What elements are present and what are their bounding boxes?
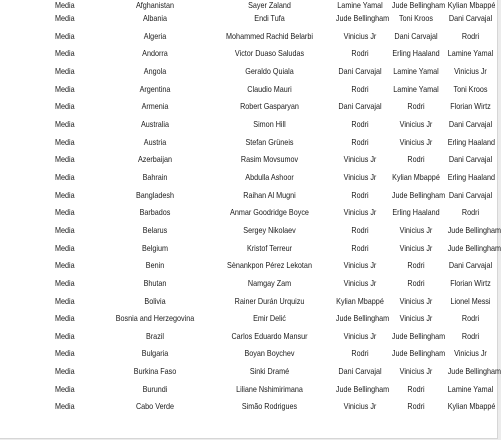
table-row [0,63,497,81]
third-place-cell[interactable]: Erling Haaland [447,136,495,147]
journalist-cell[interactable]: Rainer Durán Urquizu [234,295,305,306]
first-place-cell[interactable]: Rodri [351,224,369,235]
country-cell[interactable]: Andorra [142,48,168,59]
first-place-cell[interactable]: Lamine Yamal [337,0,383,10]
journalist-cell[interactable]: Mohammed Rachid Belarbi [226,30,313,41]
third-place-cell[interactable]: Lamine Yamal [447,48,494,59]
journalist-cell[interactable]: Anmar Goodridge Boyce [230,207,309,218]
third-place-cell[interactable]: Dani Carvajal [448,189,493,200]
category-cell[interactable]: Media [55,30,75,41]
second-place-cell[interactable]: Vinicius Jr [399,136,433,147]
third-place-cell[interactable]: Rodri [461,30,480,41]
second-place-cell[interactable]: Jude Bellingham [391,330,446,341]
journalist-cell[interactable]: Claudio Mauri [247,83,292,94]
journalist-cell[interactable]: Kristof Terreur [246,242,293,253]
category-cell[interactable]: Media [55,401,75,412]
first-place-cell[interactable]: Vinicius Jr [343,154,377,165]
second-place-cell[interactable]: Vinicius Jr [399,366,433,377]
journalist-cell[interactable]: Victor Duaso Saludas [234,48,305,59]
category-cell[interactable]: Media [55,0,75,10]
second-place-cell[interactable]: Rodri [407,401,425,412]
country-cell[interactable]: Azerbaijan [137,154,173,165]
second-place-cell[interactable]: Rodri [407,383,425,394]
category-cell[interactable]: Media [55,295,75,306]
table-row [0,28,497,46]
second-place-cell[interactable]: Rodri [407,154,425,165]
country-cell[interactable]: Burkina Faso [133,366,177,377]
journalist-cell[interactable]: Sènankpon Pérez Lekotan [227,260,312,271]
table-row [0,0,497,10]
first-place-cell[interactable]: Rodri [351,83,369,94]
first-place-cell[interactable]: Vinicius Jr [343,30,377,41]
journalist-cell[interactable]: Raihan Al Mugni [243,189,296,200]
country-cell[interactable]: Bolivia [144,295,166,306]
third-place-cell[interactable]: Kylian Mbappé [447,0,496,10]
third-place-cell[interactable]: Florian Wirtz [450,277,491,288]
third-place-cell[interactable]: Rodri [461,207,480,218]
third-place-cell[interactable]: Vinicius Jr [454,65,487,76]
category-cell[interactable]: Media [55,136,75,147]
first-place-cell[interactable]: Vinicius Jr [343,207,377,218]
country-cell[interactable]: Bosnia and Herzegovina [115,313,195,324]
journalist-cell[interactable]: Robert Gasparyan [240,101,299,112]
table-row [0,345,497,363]
third-place-cell[interactable]: Rodri [461,313,480,324]
first-place-cell[interactable]: Rodri [351,189,369,200]
table-row [0,381,497,399]
journalist-cell[interactable]: Endi Tufa [254,13,285,23]
table-row [0,134,497,152]
country-cell[interactable]: Algeria [143,30,167,41]
second-place-cell[interactable]: Lamine Yamal [393,83,439,94]
country-cell[interactable]: Burundi [142,383,168,394]
category-cell[interactable]: Media [55,383,75,394]
category-cell[interactable]: Media [55,13,75,23]
category-cell[interactable]: Media [55,154,75,165]
first-place-cell[interactable]: Vinicius Jr [343,401,377,412]
country-cell[interactable]: Barbados [139,207,171,218]
journalist-cell[interactable]: Simão Rodrigues [241,401,298,412]
second-place-cell[interactable]: Vinicius Jr [399,295,433,306]
first-place-cell[interactable]: Jude Bellingham [335,313,390,324]
third-place-cell[interactable]: Jude Bellingham [447,224,501,235]
category-cell[interactable]: Media [55,171,75,182]
table-row [0,10,497,28]
table-row [0,293,497,311]
first-place-cell[interactable]: Kylian Mbappé [336,295,384,306]
third-place-cell[interactable]: Toni Kroos [453,83,488,94]
second-place-cell[interactable]: Vinicius Jr [399,118,433,129]
second-place-cell[interactable]: Dani Carvajal [394,30,438,41]
table-row [0,169,497,187]
country-cell[interactable]: Australia [140,118,170,129]
table-row [0,222,497,240]
first-place-cell[interactable]: Vinicius Jr [343,171,377,182]
country-cell[interactable]: Bangladesh [135,189,175,200]
third-place-cell[interactable]: Florian Wirtz [450,101,491,112]
category-cell[interactable]: Media [55,48,75,59]
country-cell[interactable]: Belgium [141,242,169,253]
category-cell[interactable]: Media [55,330,75,341]
second-place-cell[interactable]: Kylian Mbappé [392,171,440,182]
journalist-cell[interactable]: Simon Hill [253,118,286,129]
journalist-cell[interactable]: Stefan Grüneis [245,136,294,147]
third-place-cell[interactable]: Jude Bellingham [447,366,501,377]
category-cell[interactable]: Media [55,118,75,129]
category-cell[interactable]: Media [55,224,75,235]
third-place-cell[interactable]: Lionel Messi [450,295,491,306]
category-cell[interactable]: Media [55,348,75,359]
table-row [0,310,497,328]
second-place-cell[interactable]: Lamine Yamal [393,65,439,76]
category-cell[interactable]: Media [55,313,75,324]
journalist-cell[interactable]: Geraldo Quiala [245,65,294,76]
second-place-cell[interactable]: Rodri [407,101,425,112]
table-row [0,187,497,205]
journalist-cell[interactable]: Boyan Boychev [244,348,295,359]
second-place-cell[interactable]: Jude Bellingham [391,348,446,359]
second-place-cell[interactable]: Vinicius Jr [399,242,433,253]
third-place-cell[interactable]: Dani Carvajal [448,260,493,271]
table-row [0,363,497,381]
country-cell[interactable]: Bhutan [143,277,167,288]
second-place-cell[interactable]: Rodri [407,277,425,288]
category-cell[interactable]: Media [55,101,75,112]
country-cell[interactable]: Bulgaria [141,348,169,359]
second-place-cell[interactable]: Erling Haaland [392,48,440,59]
table-row [0,151,497,169]
journalist-cell[interactable]: Carlos Eduardo Mansur [231,330,308,341]
third-place-cell[interactable]: Dani Carvajal [448,118,493,129]
country-cell[interactable]: Belarus [142,224,168,235]
journalist-cell[interactable]: Sayer Zaland [248,0,291,10]
second-place-cell[interactable]: Toni Kroos [398,13,434,23]
first-place-cell[interactable]: Dani Carvajal [338,366,382,377]
category-cell[interactable]: Media [55,207,75,218]
table-row [0,98,497,116]
third-place-cell[interactable]: Kylian Mbappé [447,401,496,412]
first-place-cell[interactable]: Rodri [351,136,369,147]
country-cell[interactable]: Argentina [139,83,171,94]
first-place-cell[interactable]: Jude Bellingham [335,383,390,394]
journalist-cell[interactable]: Emir Delić [253,313,286,324]
journalist-cell[interactable]: Sinki Dramé [249,366,290,377]
journalist-cell[interactable]: Liliane Nshimirimana [236,383,303,394]
third-place-cell[interactable]: Lamine Yamal [447,383,494,394]
country-cell[interactable]: Bahrain [142,171,168,182]
second-place-cell[interactable]: Vinicius Jr [399,224,433,235]
journalist-cell[interactable]: Abdulla Ashoor [245,171,294,182]
country-cell[interactable]: Angola [143,65,167,76]
first-place-cell[interactable]: Vinicius Jr [343,277,377,288]
first-place-cell[interactable]: Rodri [351,348,369,359]
country-cell[interactable]: Afghanistan [135,0,175,10]
category-cell[interactable]: Media [55,189,75,200]
category-cell[interactable]: Media [55,83,75,94]
third-place-cell[interactable]: Vinicius Jr [454,348,487,359]
table-row [0,257,497,275]
third-place-cell[interactable]: Jude Bellingham [447,242,501,253]
country-cell[interactable]: Brazil [145,330,165,341]
table-row [0,204,497,222]
journalist-cell[interactable]: Namgay Zam [247,277,292,288]
journalist-cell[interactable]: Rasim Movsumov [240,154,299,165]
third-place-cell[interactable]: Rodri [461,330,480,341]
second-place-cell[interactable]: Jude Bellingham [391,0,446,10]
second-place-cell[interactable]: Vinicius Jr [399,313,433,324]
third-place-cell[interactable]: Dani Carvajal [448,154,493,165]
first-place-cell[interactable]: Dani Carvajal [338,65,382,76]
table-row [0,240,497,258]
table-row [0,328,497,346]
second-place-cell[interactable]: Rodri [407,260,425,271]
third-place-cell[interactable]: Erling Haaland [447,171,495,182]
journalist-cell[interactable]: Sergey Nikolaev [243,224,296,235]
category-cell[interactable]: Media [55,277,75,288]
first-place-cell[interactable]: Rodri [351,118,369,129]
third-place-cell[interactable]: Dani Carvajal [448,13,493,23]
category-cell[interactable]: Media [55,260,75,271]
first-place-cell[interactable]: Rodri [351,242,369,253]
country-cell[interactable]: Austria [143,136,167,147]
table-row [0,45,497,63]
country-cell[interactable]: Armenia [141,101,169,112]
country-cell[interactable]: Albania [142,13,168,23]
table-row [0,398,497,416]
second-place-cell[interactable]: Erling Haaland [392,207,440,218]
first-place-cell[interactable]: Vinicius Jr [343,260,377,271]
table-row [0,81,497,99]
first-place-cell[interactable]: Dani Carvajal [338,101,382,112]
first-place-cell[interactable]: Vinicius Jr [343,330,377,341]
table-row [0,116,497,134]
category-cell[interactable]: Media [55,65,75,76]
category-cell[interactable]: Media [55,366,75,377]
country-cell[interactable]: Cabo Verde [135,401,175,412]
country-cell[interactable]: Benin [145,260,165,271]
second-place-cell[interactable]: Jude Bellingham [391,189,446,200]
table-row [0,275,497,293]
category-cell[interactable]: Media [55,242,75,253]
first-place-cell[interactable]: Rodri [351,48,369,59]
first-place-cell[interactable]: Jude Bellingham [335,13,390,23]
